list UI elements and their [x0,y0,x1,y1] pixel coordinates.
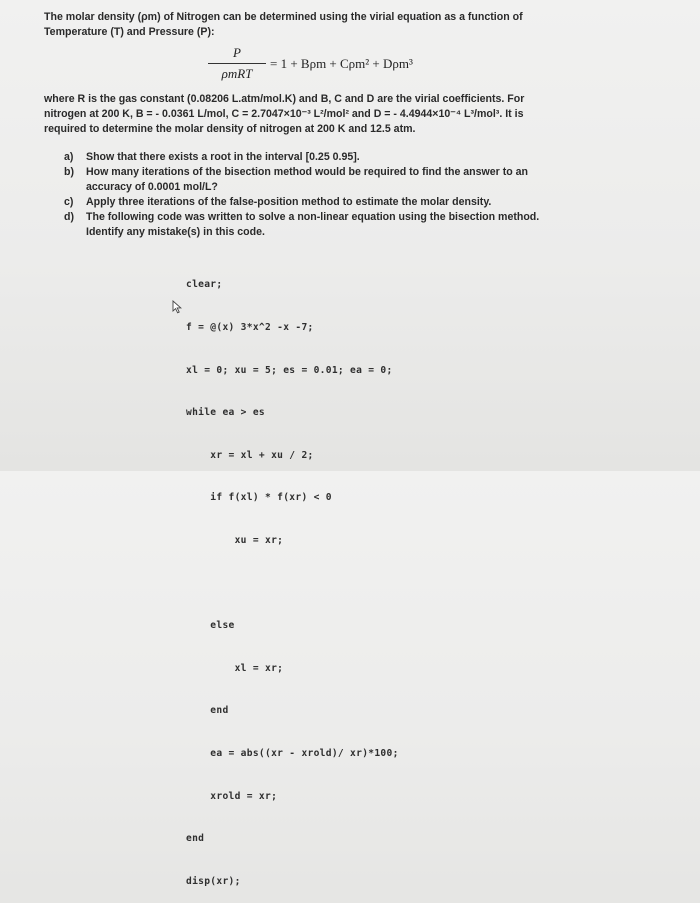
code-line: xl = xr; [186,662,284,674]
question-b [64,165,664,195]
question-text: Identify any mistake(s) in this code. [86,226,265,238]
code-line: if f(xl) * f(xr) < 0 [186,492,332,504]
virial-equation [200,44,440,86]
question-label: c) [64,196,74,208]
code-line: ea = abs((xr - xrold)/ xr)*100; [186,747,399,759]
code-line: xr = xl + xu / 2; [186,449,314,461]
code-line [186,577,546,591]
equation-fraction [208,44,266,83]
question-text: How many iterations of the bisection method would be required to find the answer to an [86,166,529,178]
question-label: a) [64,151,74,163]
code-line: xu = xr; [186,534,284,546]
question-text: The following code was written to solve a non-linear equation using the bisection method. [86,211,540,223]
question-label: b) [64,166,74,178]
question-c [64,195,664,210]
code-line: disp(xr); [186,875,241,887]
matlab-code-block [186,250,546,903]
equation-rhs: = 1 + Bρm + Cρm² + Dρm³ [270,56,413,71]
question-text: accuracy of 0.0001 mol/L? [86,181,218,193]
code-line: xl = 0; xu = 5; es = 0.01; ea = 0; [186,364,393,376]
fraction-bar [208,63,266,64]
problem-intro [44,10,644,40]
where-line-1: where R is the gas constant (0.08206 L.atm/mol.K) and B, C and D are the virial coefficients. For [44,93,525,105]
code-line: while ea > es [186,407,265,419]
question-label: d) [64,211,74,223]
where-line-2: nitrogen at 200 K, B = - 0.0361 L/mol, C = 2.7047×10⁻³ L²/mol² and D = - 4.4944×10⁻⁴ L³/mol³. It is [44,108,524,120]
code-line: end [186,833,205,845]
code-line: xrold = xr; [186,790,278,802]
code-line: clear; [186,279,223,291]
intro-line-1: The molar density (ρm) of Nitrogen can be determined using the virial equation as a function of [44,11,523,23]
question-d [64,210,664,240]
code-line: f = @(x) 3*x^2 -x -7; [186,322,314,333]
intro-line-2: Temperature (T) and Pressure (P): [44,26,215,38]
question-text: Show that there exists a root in the interval [0.25 0.95]. [86,151,360,163]
equation-numerator: P [233,45,241,60]
question-list [64,150,664,240]
code-line: else [186,620,235,632]
question-a [64,150,664,165]
code-line: end [186,705,229,717]
problem-description [44,92,644,137]
equation-denominator: ρmRT [221,66,253,81]
question-text: Apply three iterations of the false-position method to estimate the molar density. [86,196,492,208]
where-line-3: required to determine the molar density of nitrogen at 200 K and 12.5 atm. [44,123,416,135]
mouse-pointer-icon [172,300,184,314]
